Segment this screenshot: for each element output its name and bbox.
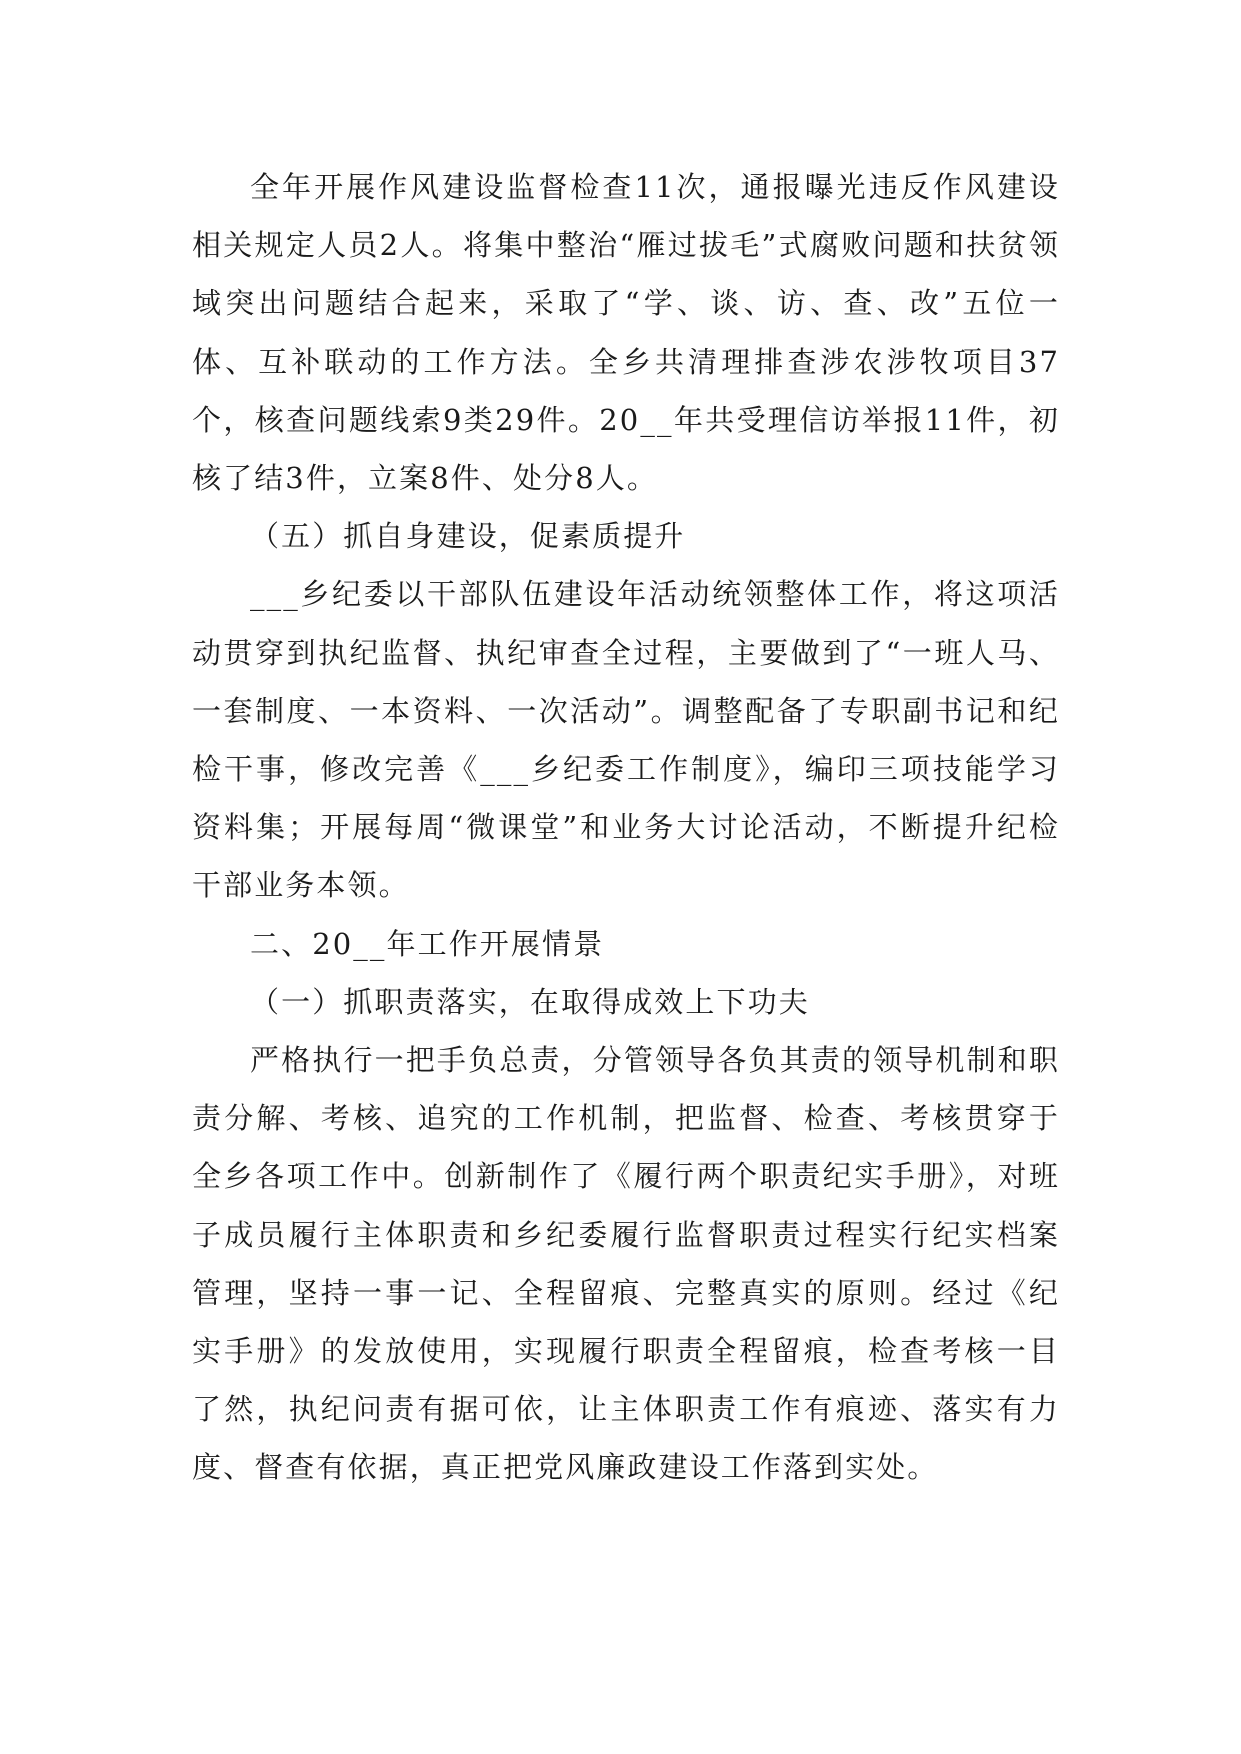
paragraph-inspection-summary: 全年开展作风建设监督检查11次，通报曝光违反作风建设相关规定人员2人。将集中整治“雁过拔毛”式腐败问题和扶贫领域突出问题结合起来，采取了“学、谈、访、查、改”五位一体、互补联动的工作方法。全乡共清理排查涉农涉牧项目37个，核查问题线索9类29件。20__年共受理信访举报11件，初核了结3件，立案8件、处分8人。 [192, 170, 1060, 496]
paragraph-responsibility-details: 严格执行一把手负总责，分管领导各负其责的领导机制和职责分解、考核、追究的工作机制，把监督、检查、考核贯穿于全乡各项工作中。创新制作了《履行两个职责纪实手册》，对班子成员履行主体职责和乡纪委履行监督职责过程实行纪实档案管理，坚持一事一记、全程留痕、完整真实的原则。经过《纪实手册》的发放使用，实现履行职责全程留痕，检查考核一目了然，执纪问责有据可依，让主体职责工作有痕迹、落实有力度、督查有依据，真正把党风廉政建设工作落到实处。 [192, 1043, 1060, 1485]
heading-self-construction: （五）抓自身建设，促素质提升 [250, 519, 686, 554]
document-body [192, 158, 1060, 1497]
heading-work-status: 二、20__年工作开展情景 [250, 926, 605, 961]
paragraph-team-building: ___乡纪委以干部队伍建设年活动统领整体工作，将这项活动贯穿到执纪监督、执纪审查全过程，主要做到了“一班人马、一套制度、一本资料、一次活动”。调整配备了专职副书记和纪检干事，修改完善《___乡纪委工作制度》，编印三项技能学习资料集；开展每周“微课堂”和业务大讨论活动，不断提升纪检干部业务本领。 [192, 577, 1060, 903]
heading-responsibility: （一）抓职责落实，在取得成效上下功夫 [250, 984, 810, 1019]
